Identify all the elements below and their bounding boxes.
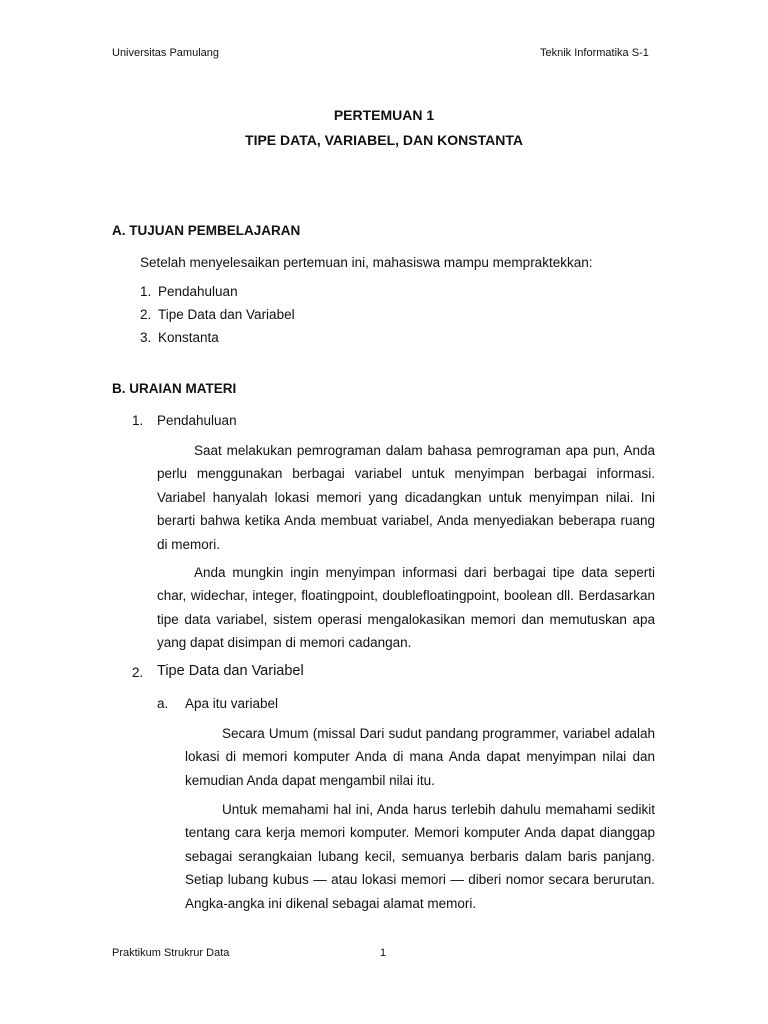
intro-paragraph-1: Saat melakukan pemrograman dalam bahasa pemrograman apa pun, Anda perlu menggunakan berbagai variabel untuk menyimpan berbagai informasi. Variabel hanyalah lokasi memori yang dicadangkan untuk menyimpan nilai. Ini berarti bahwa ketika Anda membuat variabel, Anda menyediakan beberapa ruang di memori. [157, 443, 655, 552]
section-b-heading: B. URAIAN MATERI [112, 381, 237, 396]
subitem-a-title: Apa itu variabel [185, 696, 279, 711]
objective-item-2 [140, 307, 295, 322]
chapter-title: TIPE DATA, VARIABEL, DAN KONSTANTA [245, 132, 523, 148]
material-item-2-title: Tipe Data dan Variabel [157, 663, 304, 679]
material-item-1-title: Pendahuluan [157, 413, 237, 428]
page-number: 1 [380, 947, 387, 959]
material-item-2-number: 2. [132, 665, 144, 680]
subitem-a-letter: a. [157, 696, 169, 711]
list-number: 1. [140, 284, 152, 299]
objective-item-3 [140, 330, 219, 345]
meeting-title: PERTEMUAN 1 [333, 107, 435, 123]
section-a-intro: Setelah menyelesaikan pertemuan ini, mahasiswa mampu mempraktekkan: [140, 255, 593, 270]
variable-paragraph-2: Untuk memahami hal ini, Anda harus terlebih dahulu memahami sedikit tentang cara kerja memori komputer. Memori komputer Anda dapat dianggap sebagai serangkaian lubang kecil, semuanya berbaris dalam baris panjang. Setiap lubang kubus — atau lokasi memori — diberi nomor secara berurutan. Angka-angka ini dikenal sebagai alamat memori. [185, 802, 655, 911]
running-header-right: Teknik Informatika S-1 [540, 47, 649, 59]
running-footer-left: Praktikum Strukrur Data [112, 947, 230, 959]
section-a-heading: A. TUJUAN PEMBELAJARAN [112, 223, 301, 238]
list-text: Tipe Data dan Variabel [158, 307, 295, 322]
list-number: 3. [140, 330, 152, 345]
running-header-left: Universitas Pamulang [112, 47, 219, 59]
intro-paragraph-2: Anda mungkin ingin menyimpan informasi dari berbagai tipe data seperti char, widechar, integer, floatingpoint, doublefloatingpoint, boolean dll. Berdasarkan tipe data variabel, sistem operasi mengalokasikan memori dan memutuskan apa yang dapat disimpan di memori cadangan. [157, 565, 655, 651]
list-text: Pendahuluan [158, 284, 238, 299]
variable-paragraph-1: Secara Umum (missal Dari sudut pandang programmer, variabel adalah lokasi di memori komputer Anda di mana Anda dapat menyimpan nilai dan kemudian Anda dapat mengambil nilai itu. [185, 726, 655, 788]
material-item-1-number: 1. [132, 413, 144, 428]
list-text: Konstanta [158, 330, 219, 345]
list-number: 2. [140, 307, 152, 322]
objective-item-1 [140, 284, 238, 299]
